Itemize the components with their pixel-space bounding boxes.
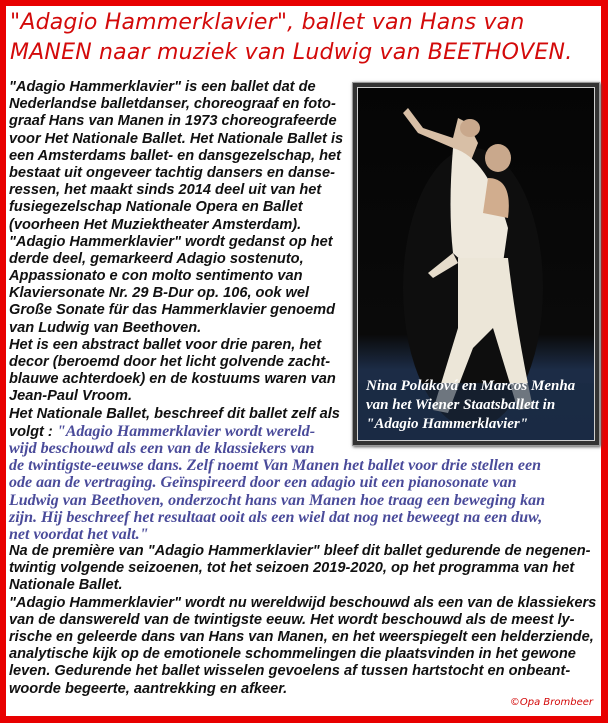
text-line [9, 302, 599, 319]
body-text: "Adagio Hammerklavier" wordt gedanst op het [9, 233, 333, 250]
text-line [9, 199, 599, 216]
text-line [9, 285, 599, 302]
title-line-1: "Adagio Hammerklavier", ballet van Hans van [10, 10, 525, 35]
body-text: volgt : [9, 423, 57, 440]
text-line [9, 526, 599, 543]
quote-text: de twintigste-eeuwse dans. Zelf noemt Van Manen het ballet voor drie stellen een [9, 457, 541, 475]
text-line [9, 234, 599, 251]
body-text: Große Sonate für das Hammerklavier genoemd [9, 302, 336, 319]
page [6, 6, 601, 716]
text-line [9, 440, 599, 457]
quote-text: net voordat het valt." [9, 525, 149, 543]
text-line [9, 406, 599, 423]
text-line [9, 457, 599, 474]
body-text: Nationale Ballet. [9, 577, 123, 594]
body-text: Het Nationale Ballet, beschreef dit ballet zelf als [9, 405, 340, 422]
quote-text: zijn. Hij beschreef het resultaat ooit als een wiel dat nog net beweegt na een duw, [9, 508, 543, 526]
body-text: leven. Gedurende het ballet wisselen gevoelens af tussen hartstocht en onbeant- [9, 663, 571, 680]
body-text: derde deel, gemarkeerd Adagio sostenuto, [9, 250, 304, 267]
text-line [9, 595, 599, 612]
text-line [9, 96, 599, 113]
body-text: een Amsterdams ballet- en dansgezelschap, het [9, 147, 341, 164]
body-text: graaf Hans van Manen in 1973 choreografeerde [9, 113, 337, 130]
body-text: voor Het Nationale Ballet. Het Nationale Ballet is [9, 130, 344, 147]
text-line [9, 182, 599, 199]
quote-text: Ludwig van Beethoven, onderzocht hans van Manen hoe traag een beweging kan [9, 491, 546, 509]
body-text: "Adagio Hammerklavier" wordt nu wereldwijd beschouwd als een van de klassiekers [9, 594, 597, 611]
body-text: Nederlandse balletdanser, choreograaf en foto- [9, 96, 336, 113]
quote-text: wijd beschouwd als een van de klassiekers van [9, 439, 315, 457]
text-line [9, 492, 599, 509]
text-line [9, 646, 599, 663]
caption-line: "Adagio Hammerklavier" [366, 416, 529, 432]
page-title [10, 8, 572, 68]
body-text: woorde begeerte, aantrekking en afkeer. [9, 680, 288, 697]
text-line [9, 474, 599, 491]
text-line [9, 560, 599, 577]
text-line [9, 577, 599, 594]
text-line [9, 388, 599, 405]
text-line [9, 663, 599, 680]
body-text: van de danswereld van de twintigste eeuw. Het wordt beschouwd als de meest ly- [9, 611, 575, 628]
quote-text: "Adagio Hammerklavier wordt wereld- [56, 422, 316, 440]
text-line [9, 79, 599, 96]
body-text: Appassionato e con molto sentimento van [9, 268, 303, 285]
body-text: blauwe achterdoek) en de kostuums waren van [9, 371, 336, 388]
text-line [9, 217, 599, 234]
body-text: analytische kijk op de emotionele schommelingen die plaatsvinden in het gewone [9, 646, 576, 663]
body-text: Het is een abstract ballet voor drie paren, het [9, 336, 322, 353]
body-text: twintig volgende seizoenen, tot het seizoen 2019-2020, op het programma van het [9, 560, 575, 577]
text-line [9, 371, 599, 388]
text-line [9, 113, 599, 130]
text-line [9, 354, 599, 371]
body-text: fusiegezelschap Nationale Opera en Ballet [9, 199, 303, 216]
caption-line: van het Wiener Staatsballett in [366, 397, 556, 413]
caption-line: Nina Poláková en Marcos Menha [366, 378, 576, 394]
body-text: "Adagio Hammerklavier" is een ballet dat de [9, 79, 316, 95]
text-line [9, 629, 599, 646]
body-text: Jean-Paul Vroom. [9, 388, 133, 405]
text-line [9, 681, 599, 698]
text-line [9, 612, 599, 629]
body-text: ressen, het maakt sinds 2014 deel uit van het [9, 182, 322, 199]
text-line [9, 251, 599, 268]
body-text: bestaat uit ongeveer tachtig dansers en danse- [9, 164, 336, 181]
article-body [9, 79, 599, 698]
quote-text: ode aan de vertraging. Geïnspireerd door een adagio uit een pianosonate van [9, 474, 517, 492]
body-text: van Ludwig van Beethoven. [9, 319, 202, 336]
copyright: ©Opa Brombeer [509, 697, 593, 708]
text-line [9, 268, 599, 285]
text-line [9, 543, 599, 560]
body-text: decor (beroemd door het licht golvende zacht- [9, 354, 331, 370]
text-line [9, 320, 599, 337]
body-text: Klaviersonate Nr. 29 B-Dur op. 106, ook wel [9, 285, 310, 302]
text-line [9, 337, 599, 354]
body-text: rische en geleerde dans van Hans van Manen, en het weerspiegelt een helderziende, [9, 629, 594, 645]
body-text: Na de première van "Adagio Hammerklavier" bleef dit ballet gedurende de negenen- [9, 543, 591, 560]
text-line [9, 423, 599, 440]
title-line-2: MANEN naar muziek van Ludwig van BEETHOVEN. [10, 40, 573, 65]
body-text: (voorheen Het Muziektheater Amsterdam). [9, 216, 302, 233]
text-line [9, 165, 599, 182]
text-line [9, 131, 599, 148]
text-line [9, 509, 599, 526]
text-line [9, 148, 599, 165]
